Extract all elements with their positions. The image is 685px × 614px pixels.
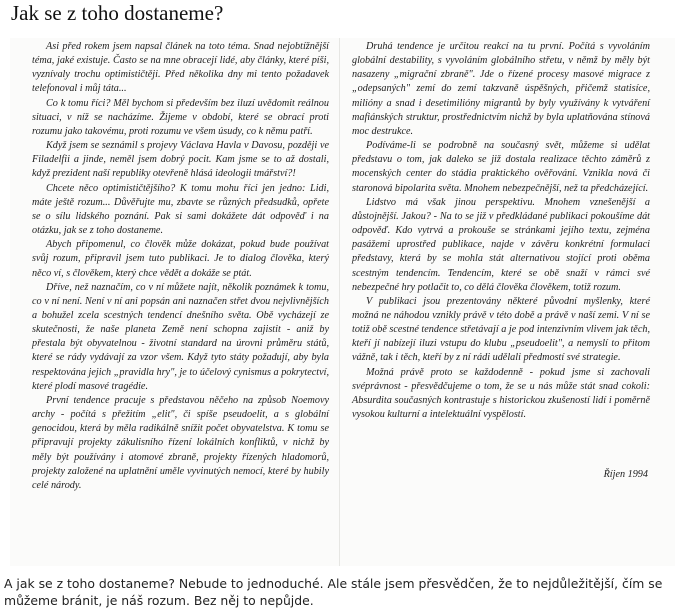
article-paragraph: Co k tomu říci? Měl bychom si především bez iluzí uvědomit reálnou situaci, v níž se nacházíme. Žijeme v období, které se obrací proti rozumu jako takovému, proti rozumu ve všem úsudy, co k němu patří. bbox=[32, 97, 329, 137]
article-paragraph: Dříve, než naznačím, co v ní můžete najít, několik poznámek k tomu, co v ní není. Není v ní ani popsán ani naznačen střet dvou nejvlivnějších a bohužel zcela scestných tendencí dnešního světa. Obě vycházejí ze skutečnosti, že naše planeta Země není schopna zajistit - aniž by přestala být obyvatelnou - životní standard na úrovni průměru států, které se rády vydávají za vzor všem. Když tyto státy požadují, aby byla respektována jejich „pravidla hry", je to účelový cynismus a pokrytectví, které plodí masové tragédie. bbox=[32, 281, 329, 392]
article-right-column bbox=[352, 40, 650, 482]
caption-text: A jak se z toho dostaneme? Nebude to jednoduché. Ale stále jsem přesvědčen, že to nejdůležitější, čím se můžeme bránit, je náš rozum. Bez něj to nepůjde. bbox=[4, 576, 663, 608]
article-paragraph: Druhá tendence je určitou reakcí na tu první. Počítá s vyvoláním globální destability, s vyvoláním globálního střetu, v němž by měly být nasazeny „migrační zbraně". Jde o řízené procesy masové migrace z „odepsaných" zemí do zemí takzvaně úspěšných, přičemž statisíce, milióny a snad i desetimilióny migrantů by byly využívány k vytváření mafiánských struktur, prostřednictvím nichž by byla uplatňována stínová moc destrukce. bbox=[352, 41, 650, 137]
scanned-article-image bbox=[10, 38, 675, 566]
article-left-column bbox=[32, 40, 329, 493]
article-paragraph: Když jsem se seznámil s projevy Václava Havla v Davosu, později ve Filadelfii a jinde, neměl jsem dobrý pocit. Kam jsme se to až dostali, když prezident naší republiky otevřeně hlásá ideologii tmářství?! bbox=[32, 140, 329, 180]
article-paragraph: V publikaci jsou prezentovány některé původní myšlenky, které možná ne náhodou vznikly právě v této době a právě v naší zemi. V ní se totiž obě scestné tendence střetávají a je pod intenzivním vlivem jak těch, kteří jí nabízejí iluzi vstupu do klubu „pseudoelit", a nemyslí to přitom vážně, tak i těch, kteří by z ní rádi udělali předmostí své strategie. bbox=[352, 295, 650, 364]
article-paragraph: Lidstvo má však jinou perspektivu. Mnohem vznešenější a důstojnější. Jakou? - Na to se již v předkládané publikaci pokoušíme dát odpověď. Kdo vytrvá a prokouše se stránkami jejího textu, zejména pasážemi uprostřed publikace, najde v závěru konkrétní formulaci představy, která by se mohla stát alternativou stojící proti oběma scestným tendencím. Tendencím, které se obě snaží v rámci své nebezpečné hry potlačit to, co dělá člověka člověkem, totiž rozum. bbox=[352, 196, 650, 293]
page-title: Jak se z toho dostaneme? bbox=[11, 1, 224, 25]
article-paragraph: Možná právě proto se každodenně - pokud jsme si zachovali svéprávnost - přesvědčujeme o tom, že se u nás může stát snad cokoli: Absurdita současných kontrastuje s historickou zkušeností lidí i poměrně vysokou kulturní a intelektuální vyspělostí. bbox=[352, 366, 650, 421]
article-paragraph: Podíváme-li se podrobně na současný svět, můžeme si udělat představu o tom, jak daleko se již dostala realizace těchto záměrů z mocenských center do stádia praktického ověřování. Vznikla nová či staronová bipolarita světa. Mnohem nebezpečnější, než ta předcházející. bbox=[352, 140, 650, 194]
article-paragraph: První tendence pracuje s představou něčeho na způsob Noemovy archy - počítá s přežitím „elit", či spíše pseudoelit, a s globální genocidou, která by měla radikálně snížit počet obyvatelstva. K tomu se připravují projekty zákulisního řízení lokálních konfliktů, v nichž by měly být používány i atomové zbraně, projekty řízených hladomorů, projekty založené na uplatnění uměle vyvinutých nemocí, které by hubily celé národy. bbox=[32, 394, 329, 491]
article-paragraph: Asi před rokem jsem napsal článek na toto téma. Snad nejobtížnější téma, jaké existuje. Často se na mne obracejí lidé, aby články, které píši, vyznívaly trochu optimističtěji. Před několika dny mi tento požadavek telefonoval i můj táta... bbox=[32, 41, 329, 95]
article-paragraph: Chcete něco optimističtějšího? K tomu mohu říci jen jedno: Lidi, máte ještě rozum... Důvěřujte mu, zbavte se různých předsudků, opřete se o sílu lidského poznání. Pak si sami dokážete dát odpověď i na otázku, jak se z toho dostaneme. bbox=[32, 182, 329, 237]
article-paragraph: Abych připomenul, co člověk může dokázat, pokud bude používat svůj rozum, připravil jsem tuto publikaci. Je to dialog člověka, který něco ví, s člověkem, který chce vědět a dokáže se ptát. bbox=[32, 239, 329, 279]
article-date: Říjen 1994 bbox=[603, 469, 648, 481]
column-divider bbox=[339, 38, 340, 566]
